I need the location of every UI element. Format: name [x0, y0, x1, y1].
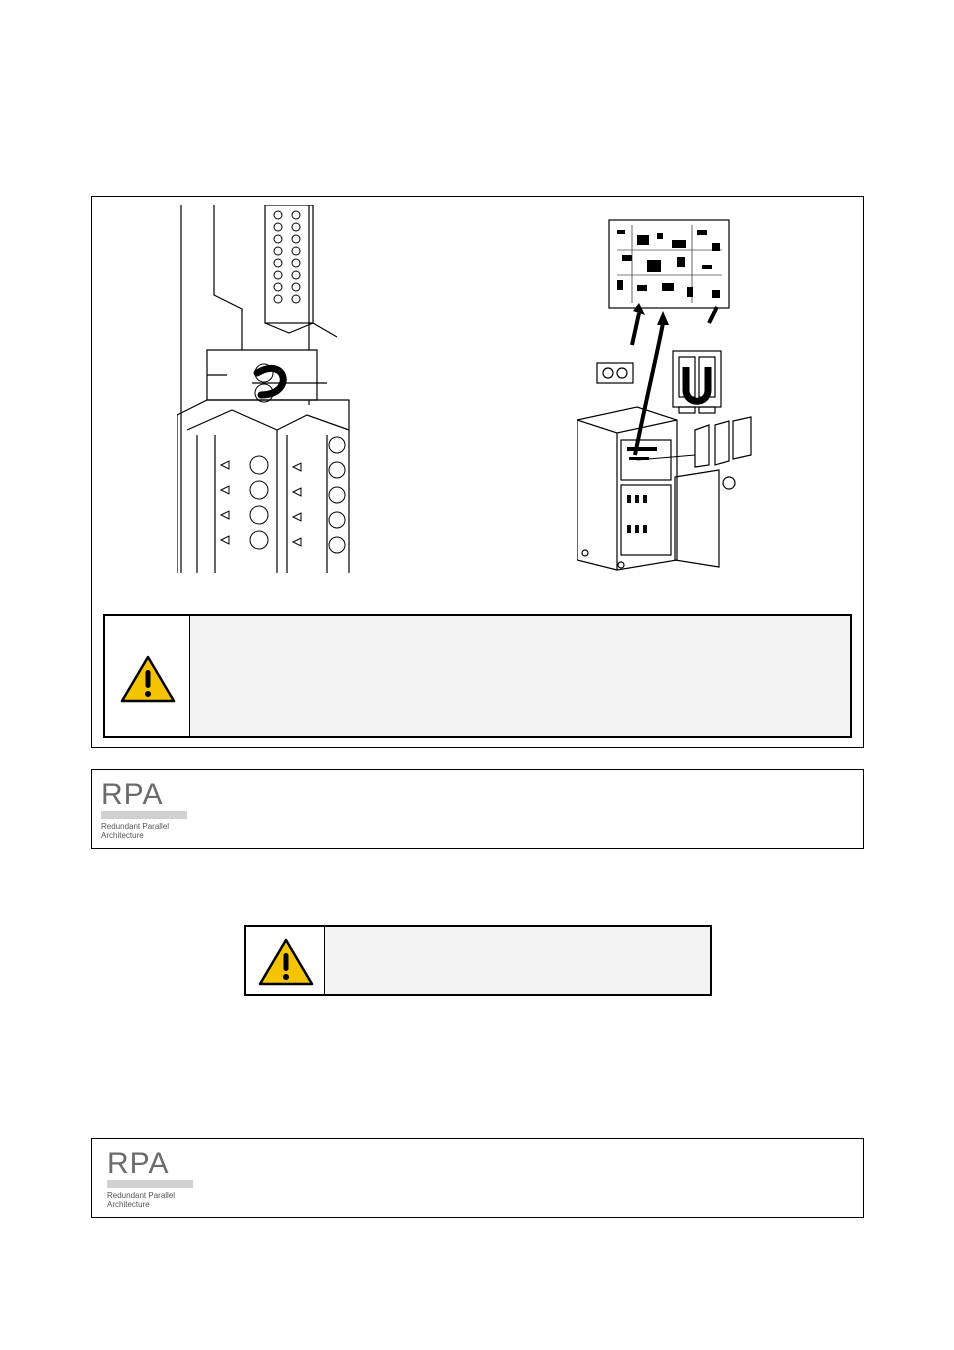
rpa-logo-subtitle: [101, 822, 187, 840]
rpa-subtitle-line2: Architecture: [107, 1200, 150, 1209]
small-warning-panel: [244, 925, 712, 996]
rpa-logo-bar: [107, 1180, 193, 1188]
rpa-subtitle-line1: Redundant Parallel: [101, 822, 170, 831]
warning-icon-cell: [105, 616, 190, 736]
rpa-logo-bar: [101, 811, 187, 819]
figure-frame: [91, 196, 864, 748]
small-warning-icon-cell: [246, 927, 325, 994]
rpa-logo: [107, 1149, 193, 1209]
warning-triangle-icon: [119, 654, 177, 704]
rpa-note-box-2: [91, 1138, 864, 1218]
rpa-subtitle-line2: Architecture: [101, 831, 144, 840]
rpa-logo-subtitle: [107, 1191, 193, 1209]
terminal-block-illustration: [177, 205, 367, 575]
cabinet-board-illustration: [577, 215, 777, 575]
warning-panel: [103, 614, 852, 738]
warning-triangle-icon: [257, 937, 315, 987]
rpa-logo: [101, 780, 187, 840]
rpa-logo-text: RPA: [107, 1147, 170, 1180]
rpa-note-box: [91, 769, 864, 849]
rpa-logo-text: RPA: [101, 778, 164, 811]
rpa-subtitle-line1: Redundant Parallel: [107, 1191, 176, 1200]
